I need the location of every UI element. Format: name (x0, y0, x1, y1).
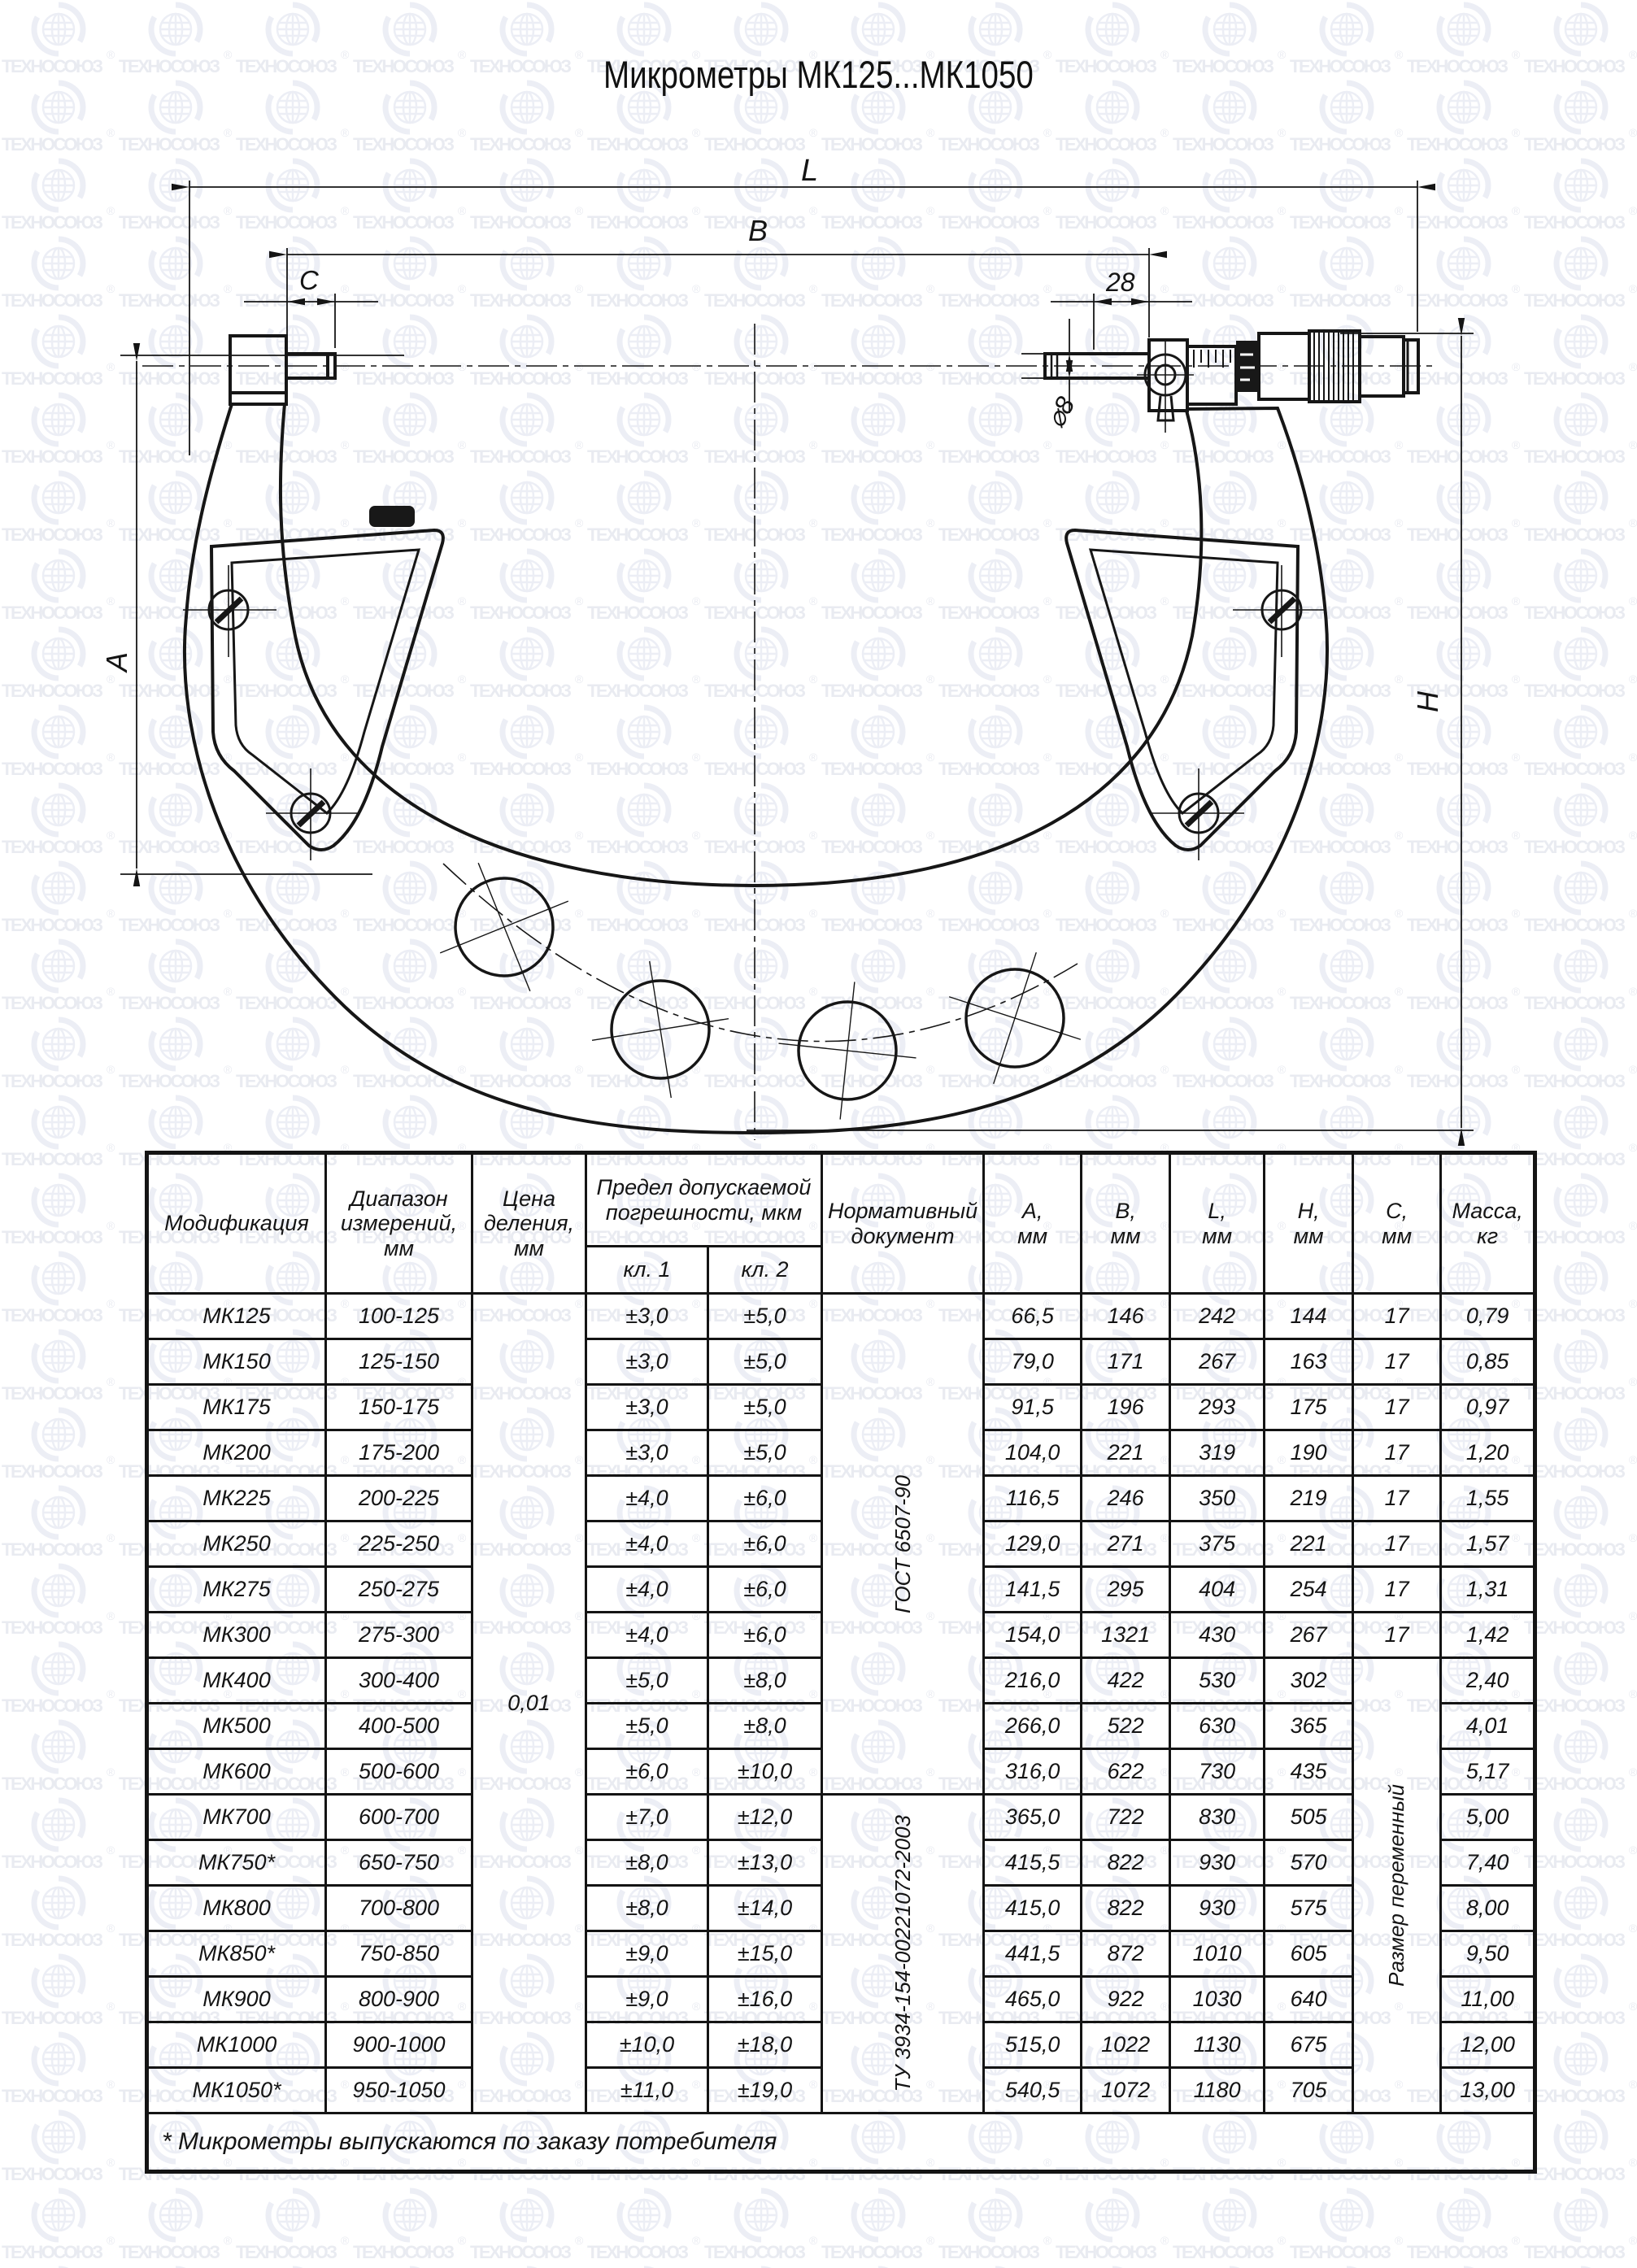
cell-class1: ±4,0 (586, 1613, 708, 1658)
cell-h: 365 (1265, 1704, 1353, 1749)
cell-c: 17 (1353, 1294, 1441, 1339)
cell-mass: 1,20 (1441, 1430, 1535, 1476)
cell-class2: ±6,0 (708, 1521, 822, 1567)
cell-l: 430 (1170, 1613, 1265, 1658)
cell-range: 750-850 (326, 1931, 472, 1977)
cell-a: 415,5 (984, 1840, 1082, 1886)
cell-b: 221 (1082, 1430, 1170, 1476)
cell-class1: ±3,0 (586, 1430, 708, 1476)
cell-l: 375 (1170, 1521, 1265, 1567)
cell-range: 400-500 (326, 1704, 472, 1749)
cell-modification: МК300 (147, 1613, 326, 1658)
cell-class2: ±15,0 (708, 1931, 822, 1977)
cell-a: 540,5 (984, 2068, 1082, 2113)
header-division: Цена деления, мм (472, 1153, 586, 1294)
cell-modification: МК250 (147, 1521, 326, 1567)
cell-mass: 8,00 (1441, 1886, 1535, 1931)
cell-a: 266,0 (984, 1704, 1082, 1749)
cell-class1: ±5,0 (586, 1658, 708, 1704)
cell-class1: ±9,0 (586, 1977, 708, 2022)
cell-class1: ±5,0 (586, 1704, 708, 1749)
cell-a: 515,0 (984, 2022, 1082, 2068)
header-col-h: H, мм (1265, 1153, 1353, 1294)
cell-c: 17 (1353, 1613, 1441, 1658)
cell-b: 1072 (1082, 2068, 1170, 2113)
cell-l: 530 (1170, 1658, 1265, 1704)
header-col-a: A, мм (984, 1153, 1082, 1294)
cell-modification: МК700 (147, 1795, 326, 1840)
cell-mass: 13,00 (1441, 2068, 1535, 2113)
cell-modification: МК1050* (147, 2068, 326, 2113)
cell-l: 930 (1170, 1886, 1265, 1931)
cell-c: 17 (1353, 1476, 1441, 1521)
cell-class1: ±3,0 (586, 1339, 708, 1385)
cell-a: 154,0 (984, 1613, 1082, 1658)
cell-mass: 0,79 (1441, 1294, 1535, 1339)
cell-class2: ±5,0 (708, 1339, 822, 1385)
cell-b: 822 (1082, 1840, 1170, 1886)
cell-range: 100-125 (326, 1294, 472, 1339)
cell-range: 900-1000 (326, 2022, 472, 2068)
cell-l: 630 (1170, 1704, 1265, 1749)
cell-h: 570 (1265, 1840, 1353, 1886)
cell-a: 141,5 (984, 1567, 1082, 1613)
table-row (147, 1795, 1535, 1840)
cell-range: 650-750 (326, 1840, 472, 1886)
cell-a: 66,5 (984, 1294, 1082, 1339)
cell-range: 600-700 (326, 1795, 472, 1840)
cell-modification: МК125 (147, 1294, 326, 1339)
cell-gost: ГОСТ 6507-90 (822, 1294, 984, 1795)
cell-modification: МК275 (147, 1567, 326, 1613)
table-row (147, 1294, 1535, 1339)
cell-range: 200-225 (326, 1476, 472, 1521)
cell-b: 271 (1082, 1521, 1170, 1567)
cell-c: 17 (1353, 1339, 1441, 1385)
header-norm-doc: Нормативный документ (822, 1153, 984, 1294)
cell-l: 1130 (1170, 2022, 1265, 2068)
header-range: Диапазон измерений, мм (326, 1153, 472, 1294)
cell-class2: ±5,0 (708, 1385, 822, 1430)
cell-l: 730 (1170, 1749, 1265, 1795)
cell-h: 219 (1265, 1476, 1353, 1521)
cell-class2: ±12,0 (708, 1795, 822, 1840)
cell-l: 242 (1170, 1294, 1265, 1339)
cell-h: 163 (1265, 1339, 1353, 1385)
dim-label-28: 28 (1106, 268, 1135, 297)
page-title: Микрометры МК125...МК1050 (603, 53, 1034, 96)
cell-class2: ±19,0 (708, 2068, 822, 2113)
header-error-limit: Предел допускаемой погрешности, мкм (586, 1153, 822, 1247)
cell-b: 872 (1082, 1931, 1170, 1977)
cell-l: 930 (1170, 1840, 1265, 1886)
cell-mass: 0,97 (1441, 1385, 1535, 1430)
cell-b: 196 (1082, 1385, 1170, 1430)
cell-h: 640 (1265, 1977, 1353, 2022)
cell-modification: МК175 (147, 1385, 326, 1430)
header-class1: кл. 1 (586, 1247, 708, 1294)
cell-class1: ±11,0 (586, 2068, 708, 2113)
cell-b: 295 (1082, 1567, 1170, 1613)
cell-c: 17 (1353, 1567, 1441, 1613)
cell-b: 522 (1082, 1704, 1170, 1749)
cell-l: 830 (1170, 1795, 1265, 1840)
header-class2: кл. 2 (708, 1247, 822, 1294)
spec-table-body (147, 1294, 1535, 2172)
cell-range: 250-275 (326, 1567, 472, 1613)
cell-modification: МК500 (147, 1704, 326, 1749)
footnote-row (147, 2113, 1535, 2172)
dim-label-A: A (100, 651, 133, 672)
header-mass: Масса, кг (1441, 1153, 1535, 1294)
cell-class2: ±6,0 (708, 1613, 822, 1658)
cell-class1: ±4,0 (586, 1476, 708, 1521)
cell-h: 575 (1265, 1886, 1353, 1931)
cell-modification: МК750* (147, 1840, 326, 1886)
cell-mass: 4,01 (1441, 1704, 1535, 1749)
cell-modification: МК200 (147, 1430, 326, 1476)
footnote: * Микрометры выпускаются по заказу потребителя (147, 2113, 1535, 2172)
cell-class2: ±14,0 (708, 1886, 822, 1931)
cell-class2: ±8,0 (708, 1704, 822, 1749)
cell-range: 125-150 (326, 1339, 472, 1385)
cell-a: 104,0 (984, 1430, 1082, 1476)
cell-h: 175 (1265, 1385, 1353, 1430)
cell-mass: 2,40 (1441, 1658, 1535, 1704)
dim-label-dia8: ⌀8 (1040, 391, 1081, 433)
cell-modification: МК400 (147, 1658, 326, 1704)
cell-h: 190 (1265, 1430, 1353, 1476)
cell-c: 17 (1353, 1430, 1441, 1476)
cell-range: 700-800 (326, 1886, 472, 1931)
cell-class1: ±10,0 (586, 2022, 708, 2068)
cell-h: 705 (1265, 2068, 1353, 2113)
cell-l: 293 (1170, 1385, 1265, 1430)
cell-l: 267 (1170, 1339, 1265, 1385)
cell-h: 302 (1265, 1658, 1353, 1704)
spec-table (145, 1151, 1537, 2174)
cell-range: 300-400 (326, 1658, 472, 1704)
header-col-l: L, мм (1170, 1153, 1265, 1294)
cell-mass: 1,42 (1441, 1613, 1535, 1658)
cell-modification: МК850* (147, 1931, 326, 1977)
cell-b: 422 (1082, 1658, 1170, 1704)
cell-class1: ±7,0 (586, 1795, 708, 1840)
cell-h: 144 (1265, 1294, 1353, 1339)
cell-range: 500-600 (326, 1749, 472, 1795)
cell-h: 675 (1265, 2022, 1353, 2068)
cell-a: 216,0 (984, 1658, 1082, 1704)
cell-class1: ±8,0 (586, 1886, 708, 1931)
cell-class2: ±8,0 (708, 1658, 822, 1704)
cell-mass: 0,85 (1441, 1339, 1535, 1385)
cell-b: 1321 (1082, 1613, 1170, 1658)
cell-mass: 5,00 (1441, 1795, 1535, 1840)
dim-label-C: C (299, 265, 319, 295)
cell-class2: ±6,0 (708, 1567, 822, 1613)
cell-b: 1022 (1082, 2022, 1170, 2068)
cell-class2: ±10,0 (708, 1749, 822, 1795)
cell-range: 225-250 (326, 1521, 472, 1567)
cell-mass: 11,00 (1441, 1977, 1535, 2022)
cell-class1: ±3,0 (586, 1385, 708, 1430)
cell-mass: 1,57 (1441, 1521, 1535, 1567)
cell-class1: ±6,0 (586, 1749, 708, 1795)
cell-class1: ±8,0 (586, 1840, 708, 1886)
dim-label-H: H (1411, 691, 1444, 712)
cell-l: 1010 (1170, 1931, 1265, 1977)
cell-class1: ±4,0 (586, 1567, 708, 1613)
cell-b: 822 (1082, 1886, 1170, 1931)
cell-h: 435 (1265, 1749, 1353, 1795)
cell-l: 1180 (1170, 2068, 1265, 2113)
cell-h: 254 (1265, 1567, 1353, 1613)
cell-mass: 12,00 (1441, 2022, 1535, 2068)
cell-class2: ±5,0 (708, 1430, 822, 1476)
cell-class1: ±4,0 (586, 1521, 708, 1567)
cell-c: 17 (1353, 1385, 1441, 1430)
cell-range: 175-200 (326, 1430, 472, 1476)
cell-a: 415,0 (984, 1886, 1082, 1931)
cell-a: 365,0 (984, 1795, 1082, 1840)
cell-scale-division: 0,01 (472, 1294, 586, 2113)
cell-l: 404 (1170, 1567, 1265, 1613)
spec-table-header (147, 1153, 1535, 1294)
cell-a: 441,5 (984, 1931, 1082, 1977)
cell-b: 622 (1082, 1749, 1170, 1795)
cell-range: 275-300 (326, 1613, 472, 1658)
frame-inner-contour (281, 404, 1201, 886)
cell-range: 150-175 (326, 1385, 472, 1430)
cell-class2: ±6,0 (708, 1476, 822, 1521)
dim-label-L: L (801, 154, 819, 188)
cell-a: 129,0 (984, 1521, 1082, 1567)
cell-l: 319 (1170, 1430, 1265, 1476)
cell-class1: ±3,0 (586, 1294, 708, 1339)
cell-class2: ±18,0 (708, 2022, 822, 2068)
cell-tu: ТУ 3934-154-00221072-2003 (822, 1795, 984, 2113)
cell-mass: 5,17 (1441, 1749, 1535, 1795)
brand-mark (369, 506, 415, 527)
cell-mass: 1,31 (1441, 1567, 1535, 1613)
cell-c-variable: Размер переменный (1353, 1658, 1441, 2113)
cell-modification: МК150 (147, 1339, 326, 1385)
cell-h: 221 (1265, 1521, 1353, 1567)
cell-modification: МК225 (147, 1476, 326, 1521)
cell-modification: МК800 (147, 1886, 326, 1931)
cell-mass: 9,50 (1441, 1931, 1535, 1977)
cell-class2: ±13,0 (708, 1840, 822, 1886)
cell-l: 1030 (1170, 1977, 1265, 2022)
header-modification: Модификация (147, 1153, 326, 1294)
cell-mass: 1,55 (1441, 1476, 1535, 1521)
cell-b: 146 (1082, 1294, 1170, 1339)
left-heat-shield-inner (232, 550, 419, 813)
cell-h: 605 (1265, 1931, 1353, 1977)
cell-modification: МК1000 (147, 2022, 326, 2068)
cell-class1: ±9,0 (586, 1931, 708, 1977)
cell-range: 950-1050 (326, 2068, 472, 2113)
cell-b: 922 (1082, 1977, 1170, 2022)
cell-modification: МК600 (147, 1749, 326, 1795)
cell-range: 800-900 (326, 1977, 472, 2022)
cell-b: 246 (1082, 1476, 1170, 1521)
cell-a: 116,5 (984, 1476, 1082, 1521)
cell-modification: МК900 (147, 1977, 326, 2022)
cell-l: 350 (1170, 1476, 1265, 1521)
cell-class2: ±16,0 (708, 1977, 822, 2022)
dim-label-B: B (748, 214, 768, 247)
cell-h: 505 (1265, 1795, 1353, 1840)
cell-c: 17 (1353, 1521, 1441, 1567)
cell-b: 722 (1082, 1795, 1170, 1840)
cell-a: 316,0 (984, 1749, 1082, 1795)
cell-class2: ±5,0 (708, 1294, 822, 1339)
cell-h: 267 (1265, 1613, 1353, 1658)
cell-a: 465,0 (984, 1977, 1082, 2022)
header-col-b: B, мм (1082, 1153, 1170, 1294)
cell-mass: 7,40 (1441, 1840, 1535, 1886)
header-col-c: C, мм (1353, 1153, 1441, 1294)
cell-a: 79,0 (984, 1339, 1082, 1385)
cell-a: 91,5 (984, 1385, 1082, 1430)
cell-b: 171 (1082, 1339, 1170, 1385)
